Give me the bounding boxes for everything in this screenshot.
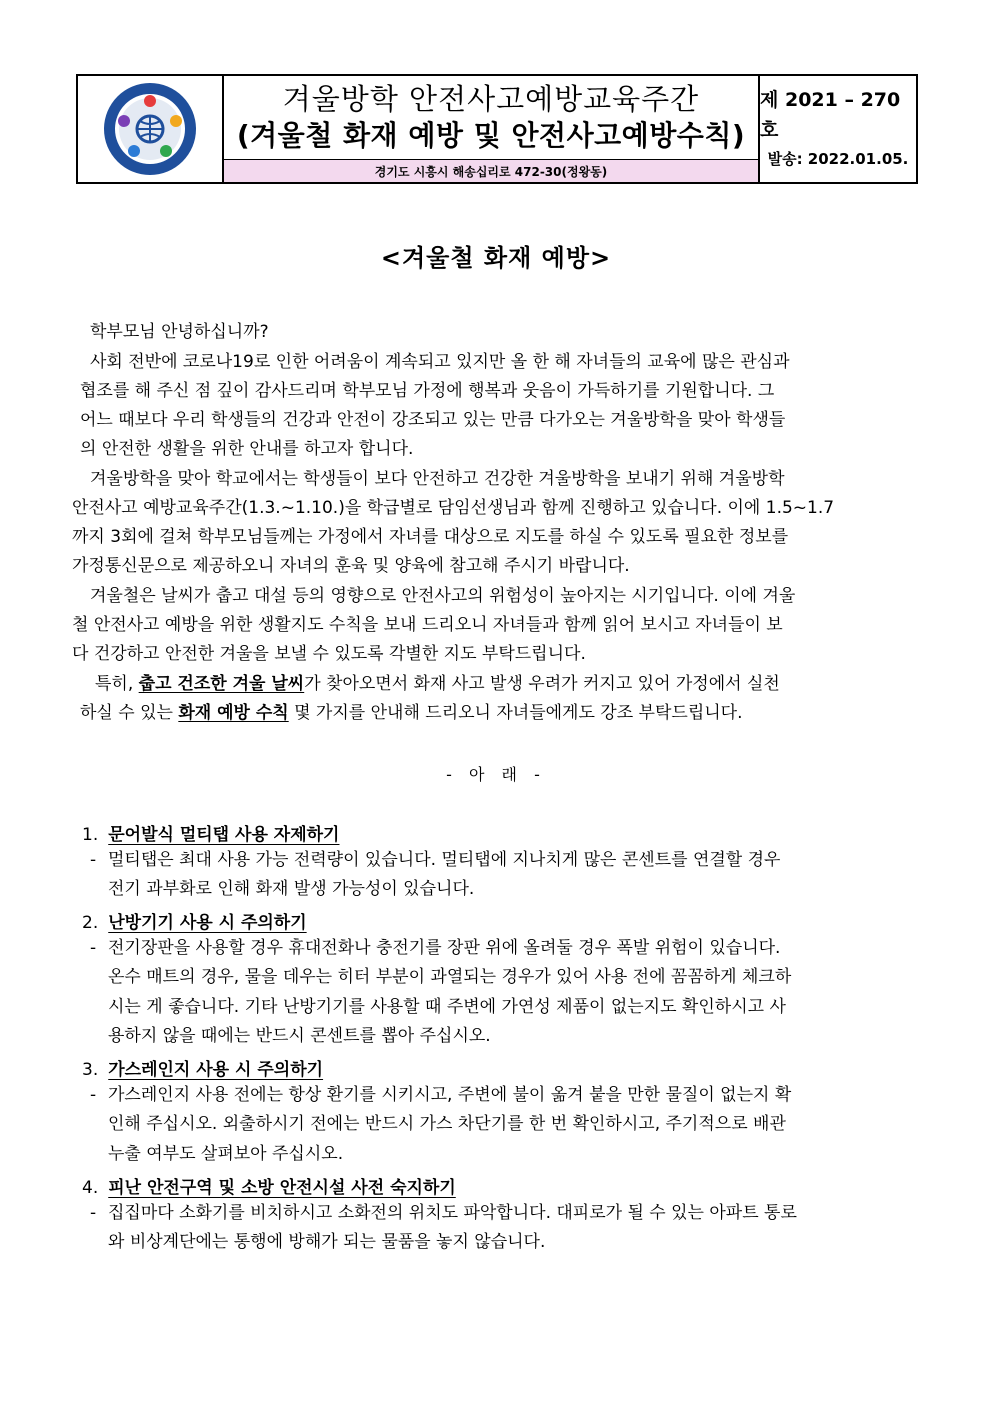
greeting: 학부모님 안녕하십니까? (90, 322, 269, 342)
item-3-line3: 누출 여부도 살펴보아 주십시오. (108, 1144, 344, 1164)
item-4-title: 피난 안전구역 및 소방 안전시설 사전 숙지하기 (108, 1178, 456, 1198)
issue-number: 제 2021 – 270호 (760, 89, 901, 141)
intro-para1-line4: 의 안전한 생활을 위한 안내를 하고자 합니다. (80, 439, 414, 459)
intro-para2-line4: 가정통신문으로 제공하오니 자녀의 훈육 및 양육에 참고해 주시기 바랍니다. (72, 556, 630, 576)
item-3-title: 가스레인지 사용 시 주의하기 (108, 1060, 324, 1080)
item-2-line3: 시는 게 좋습니다. 기타 난방기기를 사용할 때 주변에 가연성 제품이 없는지도 확인하시고 사 (108, 997, 786, 1017)
emphasis-fire-prevention-rules: 화재 예방 수칙 (178, 703, 289, 723)
school-address: 경기도 시흥시 해송십리로 472-30(정왕동) (224, 160, 758, 182)
header-title-sub: (겨울철 화재 예방 및 안전사고예방수칙) (236, 118, 746, 152)
intro-para1-line2: 협조를 해 주신 점 깊이 감사드리며 학부모님 가정에 행복과 웃음이 가득하기를 기원합니다. 그 (80, 381, 775, 401)
header-issue-cell (760, 76, 916, 182)
issue-date: 발송: 2022.01.05. (767, 150, 909, 168)
item-2-heading (82, 908, 307, 933)
intro-para2-line2: 안전사고 예방교육주간(1.3.~1.10.)을 학급별로 담임선생님과 함께 진행하고 있습니다. 이에 1.5~1.7 (72, 498, 835, 518)
header-box (76, 74, 918, 184)
intro-para3-line3: 다 건강하고 안전한 겨울을 보낼 수 있도록 각별한 지도 부탁드립니다. (72, 644, 586, 664)
item-1-heading (82, 820, 339, 845)
intro-para1-line1: 사회 전반에 코로나19로 인한 어려움이 계속되고 있지만 올 한 해 자녀들의 교육에 많은 관심과 (90, 352, 790, 372)
para4-rest2: 몇 가지를 안내해 드리오니 자녀들에게도 강조 부탁드립니다. (288, 703, 743, 723)
item-1-dash: - (90, 850, 97, 870)
document-title: <겨울철 화재 예방> (380, 244, 612, 272)
item-4-number: 4. (82, 1178, 99, 1198)
para4-lead: 특히, (95, 674, 139, 694)
para4-rest1: 가 찾아오면서 화재 사고 발생 우려가 커지고 있어 가정에서 실천 (304, 674, 780, 694)
item-4-heading (82, 1173, 456, 1198)
intro-para1-line3: 어느 때보다 우리 학생들의 건강과 안전이 강조되고 있는 만큼 다가오는 겨울방학을 맞아 학생들 (80, 410, 786, 430)
item-2-line1: 전기장판을 사용할 경우 휴대전화나 충전기를 장판 위에 올려둘 경우 폭발 위험이 있습니다. (108, 938, 781, 958)
item-3-heading (82, 1055, 323, 1080)
item-1-title: 문어발식 멀티탭 사용 자제하기 (108, 825, 340, 845)
header-title-main: 겨울방학 안전사고예방교육주간 (282, 81, 700, 116)
notice-mark: - 아 래 - (446, 765, 546, 784)
logo-cell (78, 76, 224, 182)
para4-lead2: 하실 수 있는 (80, 703, 179, 723)
item-2-number: 2. (82, 913, 99, 933)
item-4-line1: 집집마다 소화기를 비치하시고 소화전의 위치도 파악합니다. 대피로가 될 수 있는 아파트 통로 (108, 1203, 797, 1223)
item-3-line2: 인해 주십시오. 외출하시기 전에는 반드시 가스 차단기를 한 번 확인하시고, 주기적으로 배관 (108, 1114, 786, 1134)
intro-para2-line3: 까지 3회에 걸쳐 학부모님들께는 가정에서 자녀를 대상으로 지도를 하실 수 있도록 필요한 정보를 (72, 527, 789, 547)
intro-para3-line2: 철 안전사고 예방을 위한 생활지도 수칙을 보내 드리오니 자녀들과 함께 읽어 보시고 자녀들이 보 (72, 615, 783, 635)
item-2-title: 난방기기 사용 시 주의하기 (108, 913, 307, 933)
item-1-line1: 멀티탭은 최대 사용 가능 전력량이 있습니다. 멀티탭에 지나치게 많은 콘센트를 연결할 경우 (108, 850, 781, 870)
intro-para3-line1: 겨울철은 날씨가 춥고 대설 등의 영향으로 안전사고의 위험성이 높아지는 시기입니다. 이에 겨울 (90, 586, 796, 606)
emphasis-cold-dry-weather: 춥고 건조한 겨울 날씨 (138, 674, 305, 694)
header-title-cell (224, 76, 760, 182)
item-2-line4: 용하지 않을 때에는 반드시 콘센트를 뽑아 주십시오. (108, 1026, 491, 1046)
header-titles (224, 76, 758, 160)
item-3-number: 3. (82, 1060, 99, 1080)
intro-para4-line1 (95, 670, 780, 699)
item-3-line1: 가스레인지 사용 전에는 항상 환기를 시키시고, 주변에 불이 옮겨 붙을 만한 물질이 없는지 확 (108, 1085, 792, 1105)
school-logo-icon (102, 81, 198, 177)
item-2-line2: 온수 매트의 경우, 물을 데우는 히터 부분이 과열되는 경우가 있어 사용 전에 꼼꼼하게 체크하 (108, 967, 792, 987)
item-1-number: 1. (82, 825, 99, 845)
item-1-line2: 전기 과부화로 인해 화재 발생 가능성이 있습니다. (108, 879, 475, 899)
item-3-dash: - (90, 1085, 97, 1105)
item-2-dash: - (90, 938, 97, 958)
intro-para2-line1: 겨울방학을 맞아 학교에서는 학생들이 보다 안전하고 건강한 겨울방학을 보내기 위해 겨울방학 (90, 469, 785, 489)
item-4-line2: 와 비상계단에는 통행에 방해가 되는 물품을 놓지 않습니다. (108, 1232, 546, 1252)
item-4-dash: - (90, 1203, 97, 1223)
intro-para4-line2 (80, 699, 742, 728)
